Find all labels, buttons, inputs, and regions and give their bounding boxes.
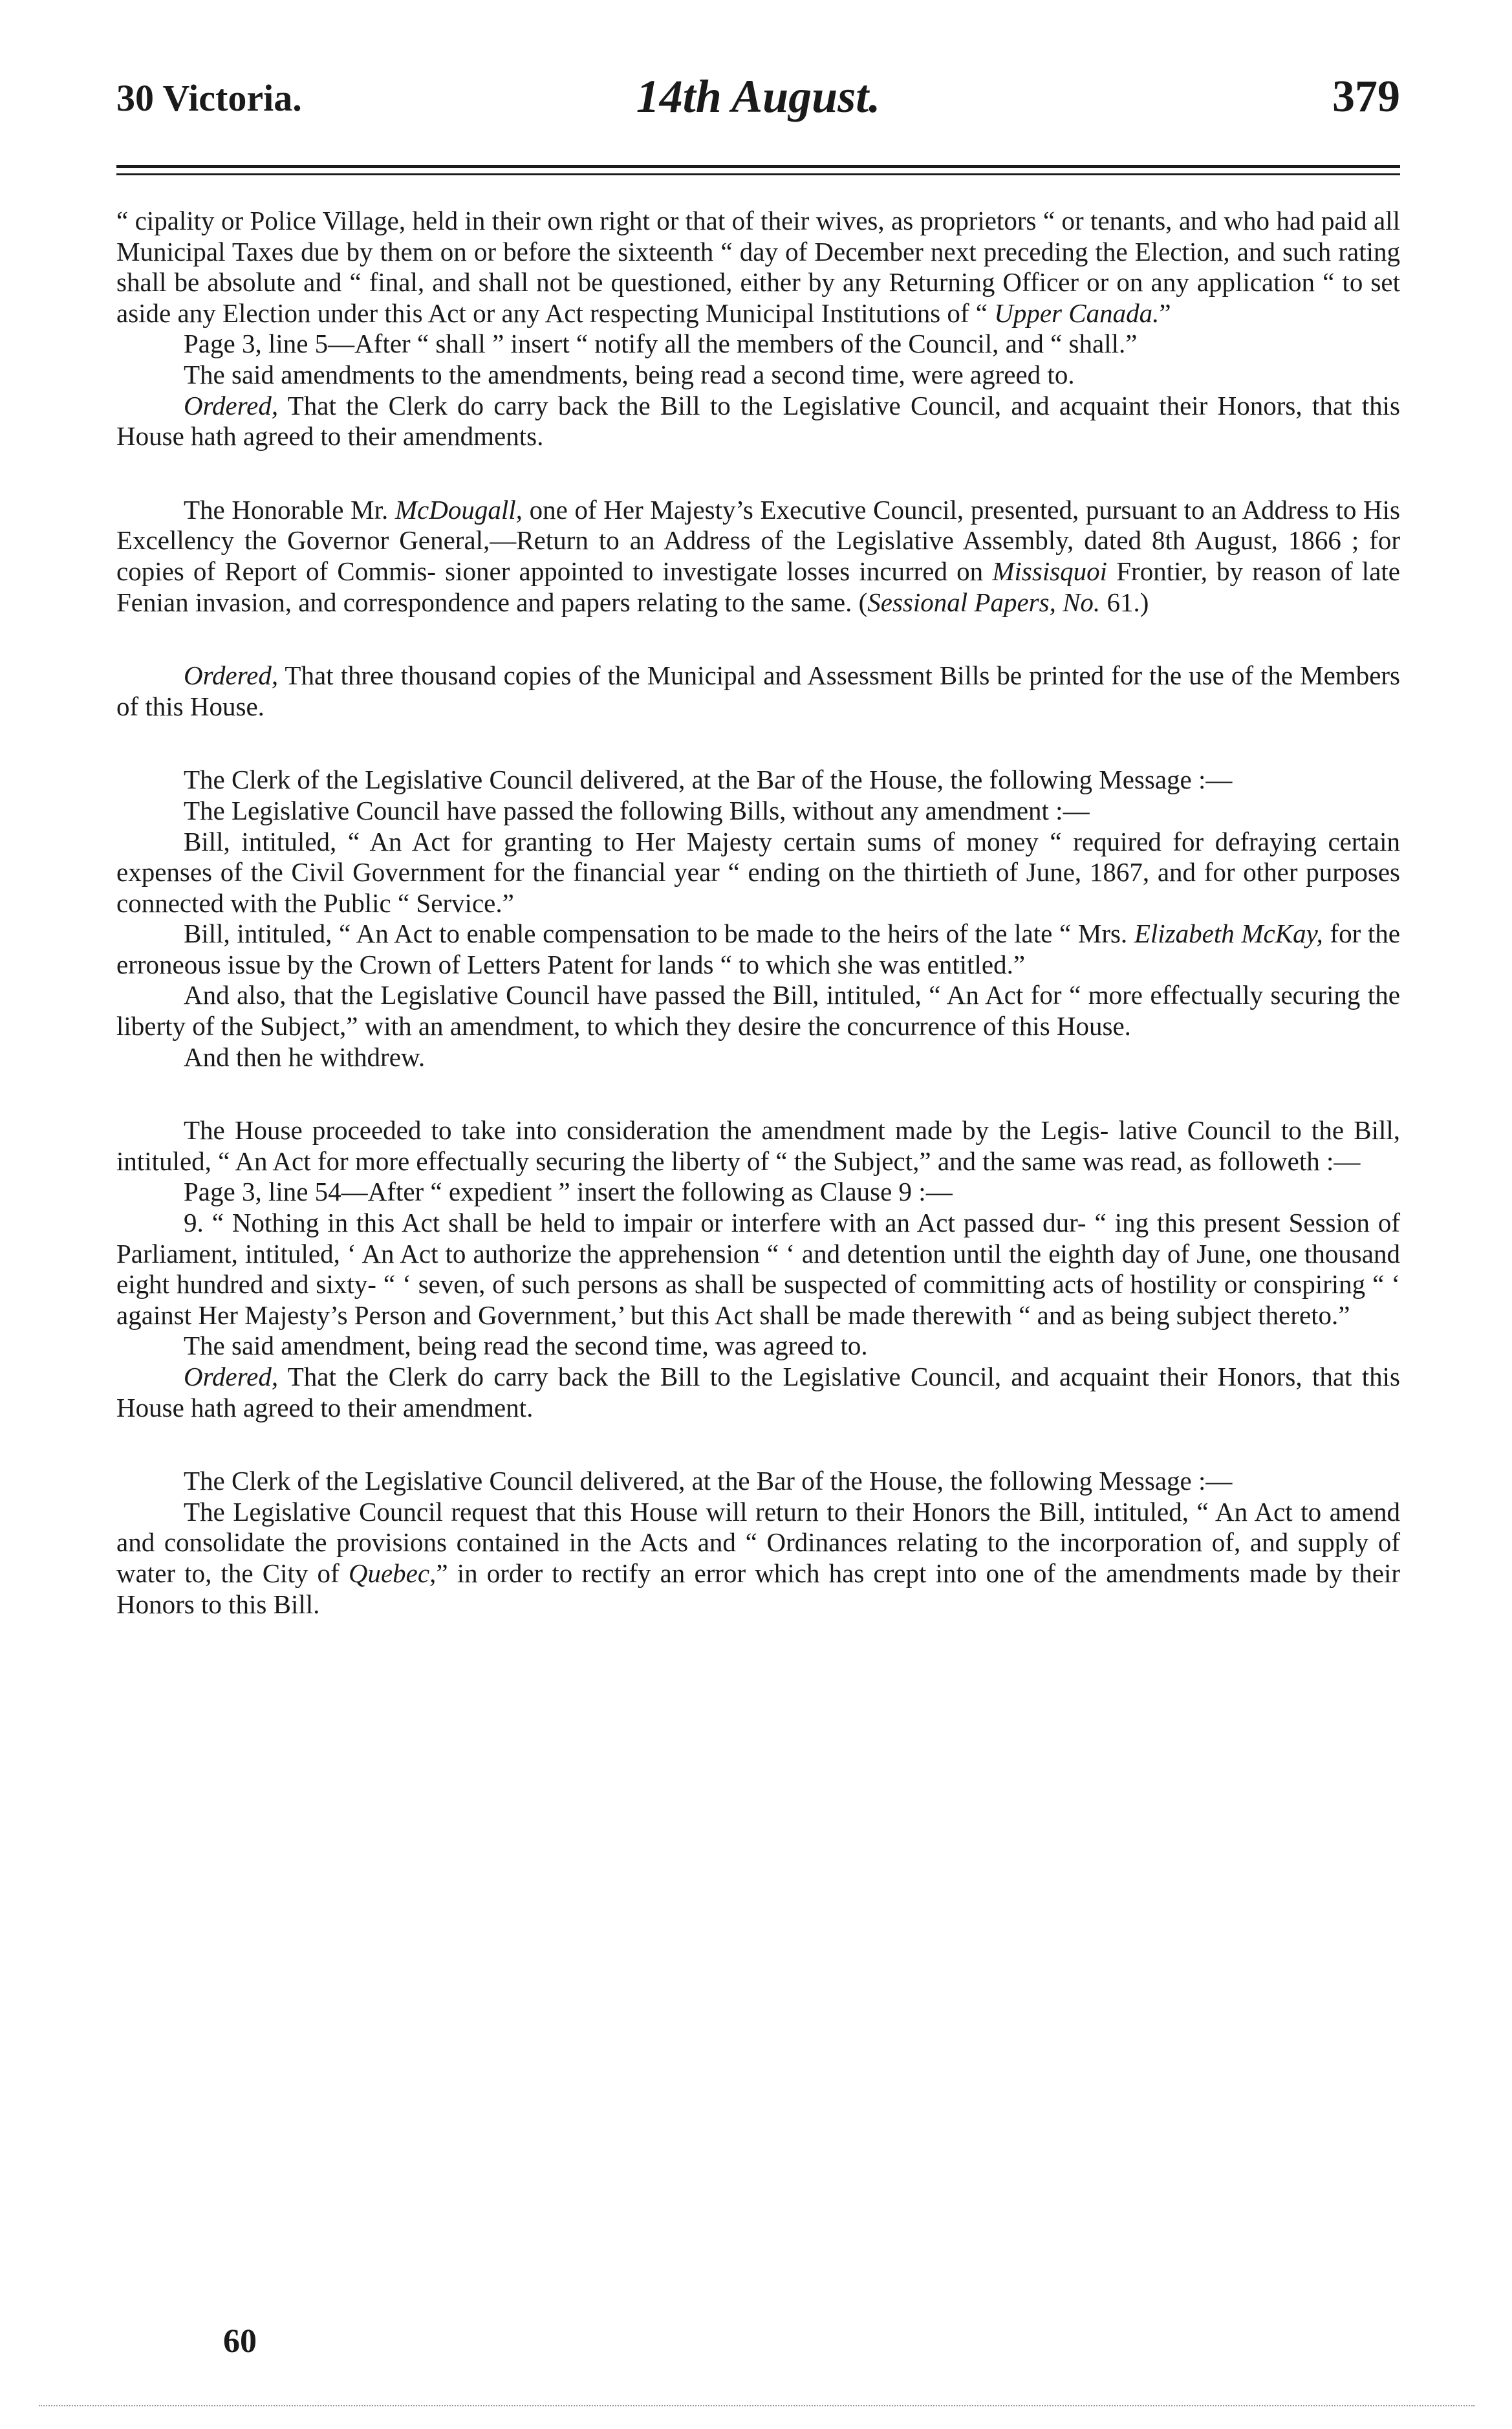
paragraph	[116, 391, 1400, 452]
paragraph	[116, 360, 1400, 391]
paragraph	[116, 1177, 1400, 1208]
footer-dotted-rule	[39, 2405, 1474, 2408]
text-line: “ more effectually securing the liberty of the Subject,” with an amendment, to which they	[116, 980, 1400, 1041]
paragraph	[116, 660, 1400, 722]
text-line: “ ending on the thirtieth of June, 1867, and for other purposes connected with the Public	[116, 857, 1401, 918]
text-line: The said amendments to the amendments, being read a second time, were agreed to.	[184, 359, 1075, 389]
page-number: 379	[1332, 72, 1400, 122]
paragraph-gap	[116, 1423, 1400, 1466]
paragraph	[116, 919, 1400, 980]
paragraph-gap	[116, 618, 1400, 660]
text-line: Bill, intituled, “ An Act for granting to Her Majesty certain sums of money	[184, 826, 1039, 856]
page-date: 14th August.	[636, 71, 881, 122]
header-rule-thick	[116, 165, 1400, 168]
paragraph	[116, 206, 1400, 329]
text-line: Message :—	[1099, 765, 1233, 795]
paragraph	[116, 796, 1400, 827]
text-line: “ Service.”	[397, 888, 514, 918]
text-line: The Clerk of the Legislative Council delivered, at the Bar of the House, the following	[184, 765, 1092, 795]
paragraph	[116, 827, 1400, 919]
paragraph	[116, 329, 1400, 360]
text-line: “ or tenants, and who had paid all Municipal Taxes due by them on or before the sixteenth	[116, 206, 1401, 267]
text-line: “ ‘ and detention until the eighth day of June, one thousand eight hundred and sixty-	[116, 1238, 1401, 1300]
text-line: And also, that the Legislative Council have passed the Bill, intituled, “ An Act for	[184, 980, 1062, 1010]
text-line: No. 61.)	[1063, 587, 1149, 617]
text-line: “ and as being subject thereto.”	[1019, 1300, 1350, 1330]
text-line: “ ‘ against Her Majesty’s Person and Government,’ but this Act shall be made therewith	[116, 1269, 1401, 1330]
text-line: “ Mrs. Elizabeth McKay, for the erroneous issue by the Crown of Letters Patent for lands	[116, 919, 1400, 979]
text-line: “ Upper Canada.”	[975, 298, 1171, 328]
text-line: Message :—	[1099, 1466, 1233, 1496]
text-line: “ required for defraying certain expenses of the Civil Government for the financial year	[116, 826, 1400, 888]
text-line: pursuant to an Address to His Excellency the Governor General,—Return to an Address	[116, 494, 1400, 556]
paragraph	[116, 1497, 1400, 1620]
text-line: “ the Subject,” and the same was read, as followeth :—	[775, 1146, 1361, 1176]
signature-folio: 60	[223, 2323, 257, 2360]
text-line: sioner appointed to investigate losses incurred on Missisquoi Frontier, by reason of late	[445, 556, 1400, 586]
page-header	[116, 71, 1400, 128]
text-line: “ final, and shall not be questioned, either by any Returning Officer or on any application	[349, 267, 1315, 298]
text-line: lative Council to the Bill, intituled, “ An Act for more effectually securing the liberty of	[116, 1115, 1401, 1176]
paragraph	[116, 495, 1400, 618]
text-line: The Clerk of the Legislative Council delivered, at the Bar of the House, the following	[184, 1466, 1092, 1496]
paragraph-gap	[116, 1073, 1400, 1115]
text-line: “ day of December next preceding the Election, and such rating shall be absolute and	[116, 236, 1401, 298]
text-line: “ to which she was entitled.”	[720, 949, 1026, 979]
text-line: Page 3, line 54—After “ expedient ” insert the following as Clause 9 :—	[184, 1177, 953, 1207]
text-line: printed for the use of the Members of this House.	[116, 660, 1400, 721]
text-line: “ cipality or Police Village, held in their own right or that of their wives, as proprietors	[116, 206, 1037, 235]
text-line: intituled, “ An Act to amend and consolidate the provisions contained in the Acts and	[116, 1496, 1401, 1558]
paragraph	[116, 1362, 1400, 1423]
paragraph	[116, 765, 1400, 796]
regnal-year: 30 Victoria.	[116, 77, 302, 119]
paragraph	[116, 1331, 1400, 1362]
text-line: Ordered, That the Clerk do carry back the Bill to the Legislative Council, and	[184, 1362, 1050, 1391]
text-line: The Legislative Council have passed the following Bills, without any amendment :—	[184, 795, 1090, 825]
text-line: “ ‘ seven, of such persons as shall be suspected of committing acts of hostility or conspiring	[383, 1269, 1366, 1300]
text-line: Honors to this Bill.	[116, 1589, 320, 1619]
paragraph	[116, 1208, 1400, 1331]
text-line: of the Legislative Assembly, dated 8th August, 1866 ; for copies of Report of Commis-	[116, 525, 1401, 586]
text-line: Page 3, line 5—After “ shall ” insert “ notify all the members of the Council, and	[184, 329, 1044, 359]
text-line: acquaint their Honors, that this House hath agreed to their amendments.	[116, 390, 1400, 452]
paragraph	[116, 1466, 1400, 1497]
text-line: The House proceeded to take into consideration the amendment made by the Legis-	[184, 1115, 1109, 1146]
document-body	[116, 206, 1400, 1620]
text-line: Fenian invasion, and correspondence and papers relating to the same. (Sessional Papers,	[116, 587, 1056, 617]
paragraph-gap	[116, 452, 1400, 495]
text-line: The Legislative Council request that this House will return to their Honors the Bill,	[184, 1496, 1086, 1527]
paragraph-gap	[116, 722, 1400, 765]
text-line: “ to set aside any Election under this Act or any Act respecting Municipal Institutions of	[116, 267, 1401, 328]
text-line: Bill, intituled, “ An Act to enable compensation to be made to the heirs of the late	[184, 919, 1053, 949]
text-line: Ordered, That the Clerk do carry back the Bill to the Legislative Council, and	[184, 390, 1050, 420]
text-line: “ Ordinances relating to the incorporation of, and supply of water to, the City of Quebec,”	[116, 1527, 1400, 1588]
text-line: “ ing this present Session of Parliament, intituled, ‘ An Act to authorize the apprehension	[116, 1208, 1400, 1269]
text-line: 9. “ Nothing in this Act shall be held to impair or interfere with an Act passed dur-	[184, 1208, 1086, 1238]
paragraph	[116, 1115, 1400, 1177]
paragraph	[116, 980, 1400, 1041]
text-line: The Honorable Mr. McDougall, one of Her Majesty’s Executive Council, presented,	[184, 494, 1079, 525]
text-line: in order to rectify an error which has crept into one of the amendments made by their	[457, 1558, 1401, 1588]
text-line: acquaint their Honors, that this House hath agreed to their amendment.	[116, 1362, 1400, 1422]
text-line: And then he withdrew.	[184, 1041, 426, 1072]
text-line: “ shall.”	[1050, 329, 1138, 359]
text-line: Ordered, That three thousand copies of the Municipal and Assessment Bills be	[184, 660, 1022, 691]
paragraph	[116, 1042, 1400, 1073]
header-rule-thin	[116, 173, 1400, 175]
text-line: desire the concurrence of this House.	[737, 1011, 1131, 1041]
text-line: The said amendment, being read the second time, was agreed to.	[184, 1331, 868, 1361]
